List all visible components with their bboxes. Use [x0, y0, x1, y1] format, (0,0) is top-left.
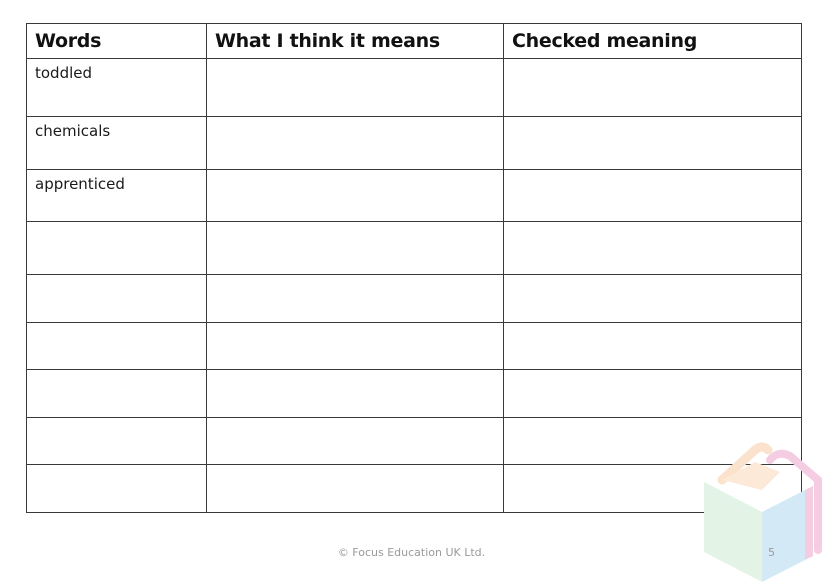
copyright-footer: © Focus Education UK Ltd. — [337, 546, 486, 559]
word-cell[interactable] — [27, 418, 207, 465]
focus-education-logo-icon — [700, 440, 823, 582]
table-row — [27, 323, 802, 370]
page-number: 5 — [768, 546, 775, 559]
word-cell: chemicals — [27, 117, 207, 170]
guess-cell[interactable] — [207, 222, 504, 275]
checked-cell[interactable] — [504, 323, 802, 370]
checked-cell[interactable] — [504, 370, 802, 418]
word-cell[interactable] — [27, 465, 207, 513]
table-row — [27, 170, 802, 222]
word-cell[interactable] — [27, 222, 207, 275]
vocabulary-table — [26, 23, 802, 513]
guess-cell[interactable] — [207, 59, 504, 117]
word-cell: apprenticed — [27, 170, 207, 222]
header-words: Words — [27, 24, 207, 59]
guess-cell[interactable] — [207, 275, 504, 323]
checked-cell[interactable] — [504, 275, 802, 323]
checked-cell[interactable] — [504, 170, 802, 222]
word-cell[interactable] — [27, 370, 207, 418]
word-cell[interactable] — [27, 275, 207, 323]
guess-cell[interactable] — [207, 418, 504, 465]
checked-cell[interactable] — [504, 59, 802, 117]
header-checked-meaning: Checked meaning — [504, 24, 802, 59]
word-cell: toddled — [27, 59, 207, 117]
checked-cell[interactable] — [504, 117, 802, 170]
guess-cell[interactable] — [207, 170, 504, 222]
table-row — [27, 59, 802, 117]
header-what-i-think: What I think it means — [207, 24, 504, 59]
guess-cell[interactable] — [207, 370, 504, 418]
guess-cell[interactable] — [207, 465, 504, 513]
table-row — [27, 222, 802, 275]
guess-cell[interactable] — [207, 117, 504, 170]
guess-cell[interactable] — [207, 323, 504, 370]
table-row — [27, 370, 802, 418]
word-cell[interactable] — [27, 323, 207, 370]
table-row — [27, 117, 802, 170]
table-row — [27, 418, 802, 465]
table-row — [27, 465, 802, 513]
table-header-row — [27, 24, 802, 59]
checked-cell[interactable] — [504, 222, 802, 275]
table-row — [27, 275, 802, 323]
